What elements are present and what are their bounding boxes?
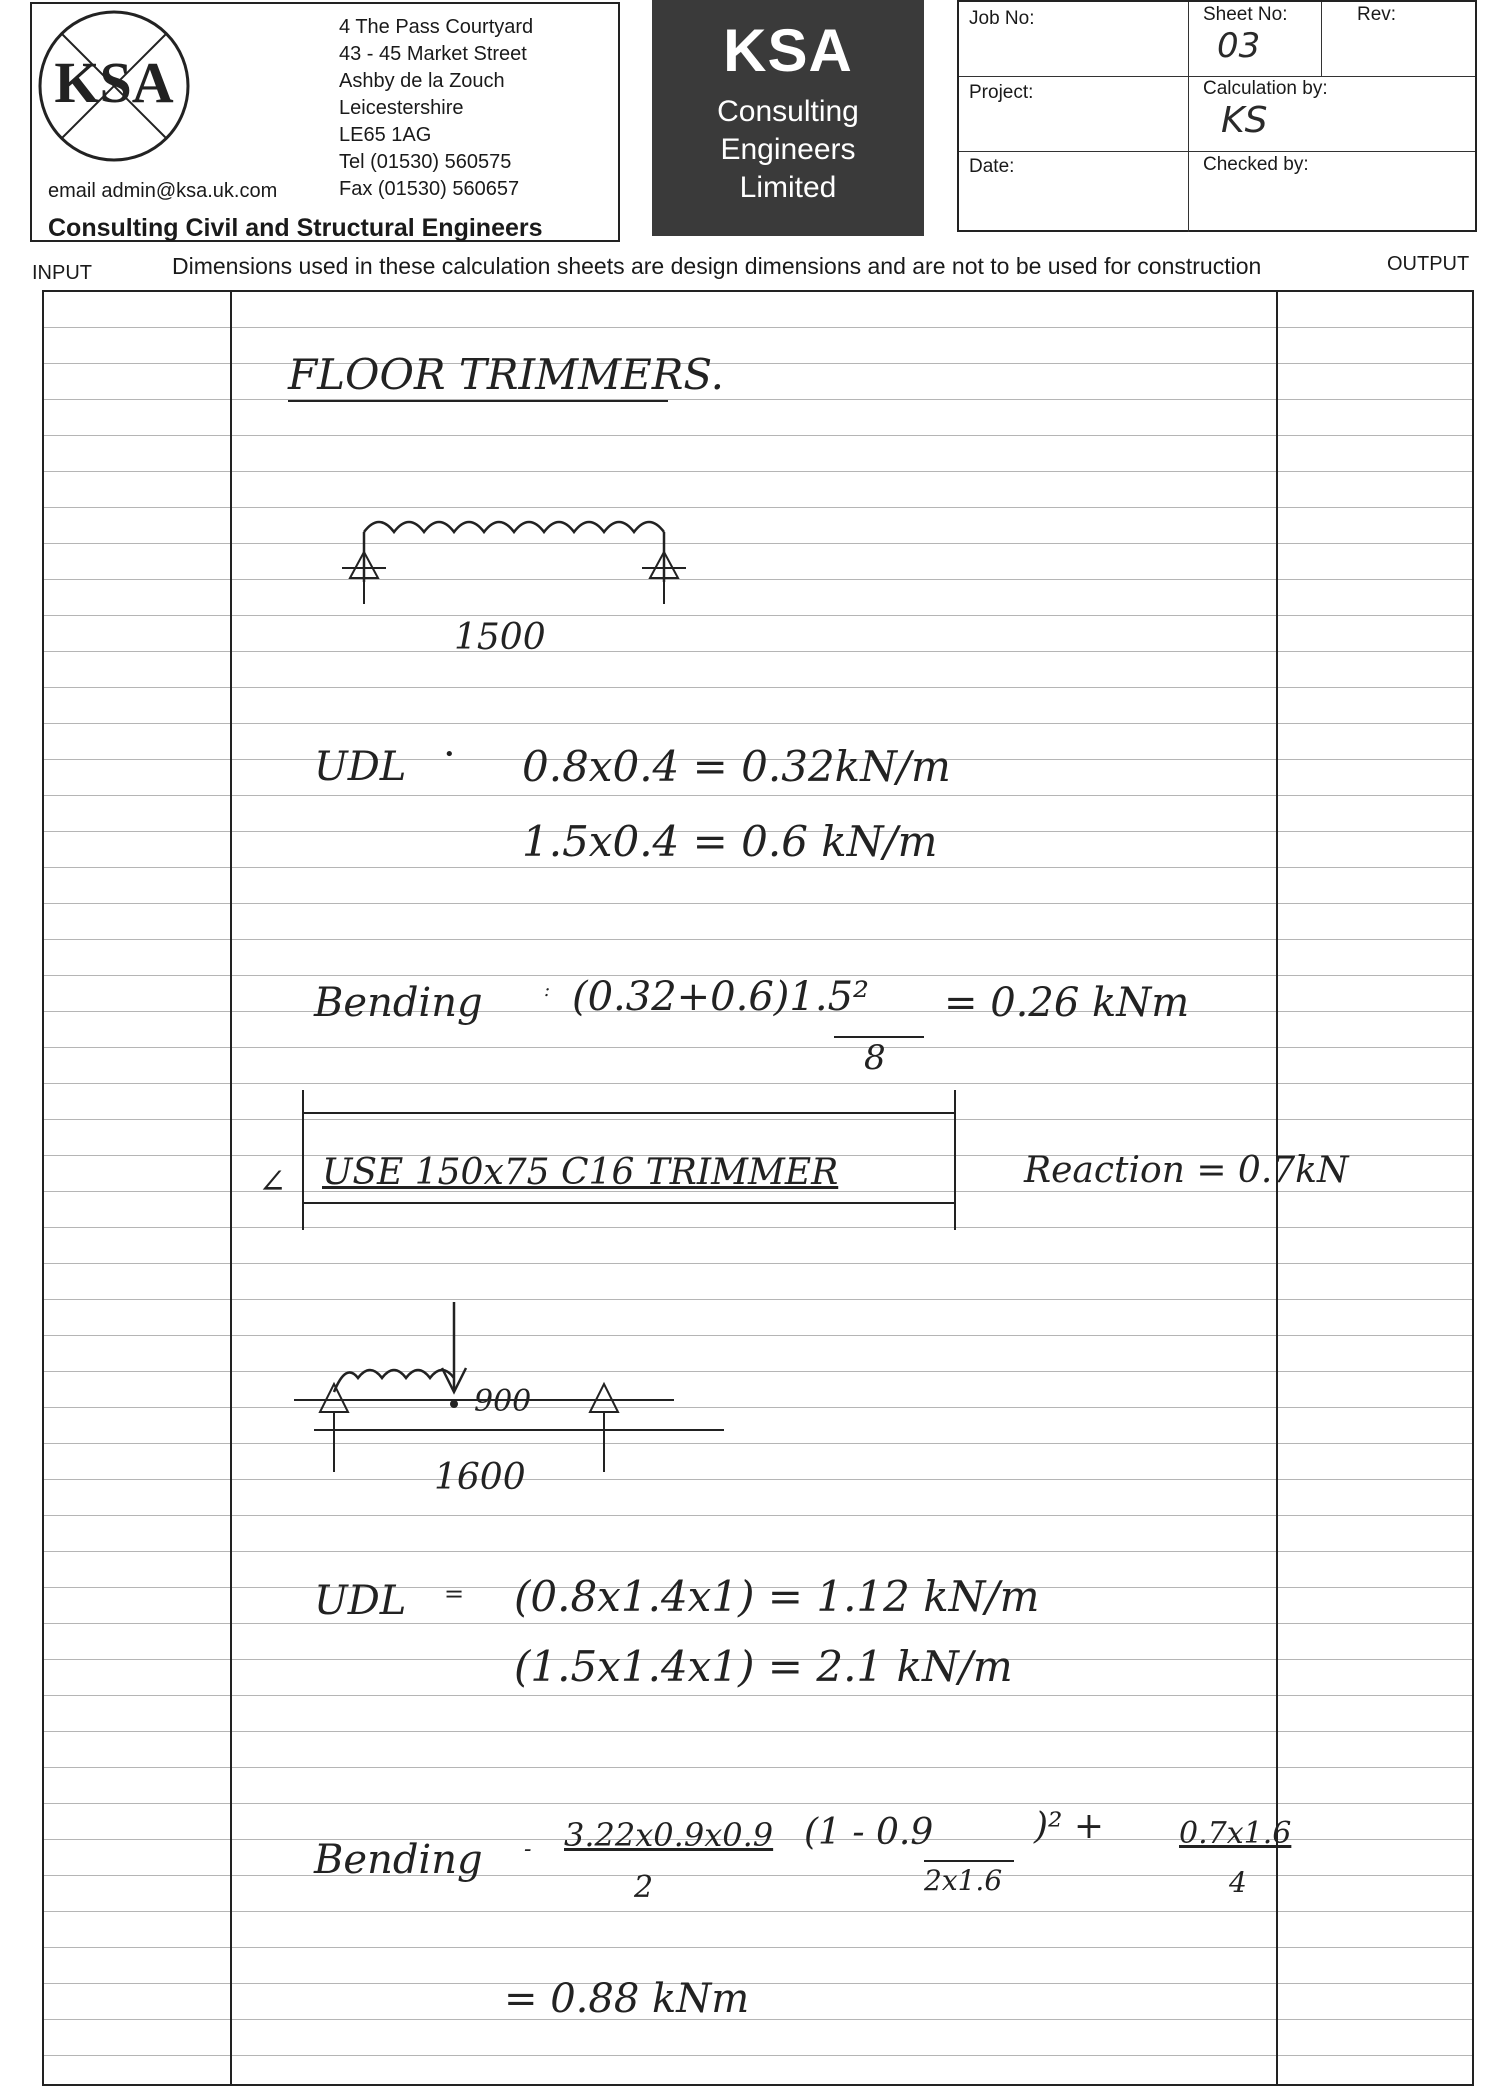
calculation-by-label: Calculation by: xyxy=(1203,78,1328,99)
sheet-no-value: 03 xyxy=(1217,26,1261,66)
bending-label: Bending xyxy=(314,980,483,1026)
calc-title: FLOOR TRIMMERS. xyxy=(288,350,725,399)
rev-label: Rev: xyxy=(1357,4,1397,25)
bending-expression: (0.32+0.6)1.5² xyxy=(572,974,870,1020)
bracket-term: (1 - 0.9 xyxy=(804,1812,934,1853)
project-label: Project: xyxy=(969,82,1034,103)
bracket-power: )² + xyxy=(1034,1806,1105,1847)
udl-label: UDL xyxy=(314,744,407,790)
second-term-numerator: 0.7x1.6 xyxy=(1179,1816,1292,1851)
date-label: Date: xyxy=(969,156,1015,177)
check-mark: ∠ xyxy=(258,1162,287,1202)
udl-calculation: (1.5x1.4x1) = 2.1 kN/m xyxy=(514,1642,1013,1691)
bending-result-2: = 0.88 kNm xyxy=(504,1976,750,2022)
calculation-sheet: FLOOR TRIMMERS. 1500 UDL • 0.8x0.4 = 0.32kN/m 1.5x0.4 = 0.6 kN/m Bending : (0.32+0.6)1.5² 8 = 0.26 kNm ∠ USE 150x75 C16 TRIMMER Reaction = 0.7kN 900 1600 UDL = (0.8x1.4x1) = 1.12 kN/m (1.5x1.4x1) = 2.1 kN/m Bending - 3.22x0.9x0.9 2 (1 - 0.9 2x1.6 )² + 0.7x1.6 4 = 0.88 kNm xyxy=(42,290,1474,2086)
bending-numerator: 3.22x0.9x0.9 xyxy=(564,1816,774,1854)
address-line: Leicestershire xyxy=(339,97,464,119)
udl-calculation: 1.5x0.4 = 0.6 kN/m xyxy=(522,817,938,866)
address-line: Ashby de la Zouch xyxy=(339,70,505,92)
udl-calculation: 0.8x0.4 = 0.32kN/m xyxy=(522,742,951,791)
telephone: Tel (01530) 560575 xyxy=(339,151,512,173)
brand-line: Limited xyxy=(739,171,837,204)
brand-name: KSA xyxy=(723,17,853,84)
disclaimer-text: Dimensions used in these calculation sheets are design dimensions and are not to be used for construction xyxy=(172,253,1262,279)
input-column-label: INPUT xyxy=(32,262,92,284)
span-dimension-2: 1600 xyxy=(434,1457,526,1498)
span-dimension: 1500 xyxy=(454,617,546,658)
load-position: 900 xyxy=(474,1384,532,1419)
logo-text: KSA xyxy=(54,50,174,115)
udl-label-2: UDL xyxy=(314,1578,407,1624)
sheet-no-label: Sheet No: xyxy=(1203,4,1288,25)
address-line: LE65 1AG xyxy=(339,124,432,146)
calculation-by-value: KS xyxy=(1221,100,1268,141)
fax-number: Fax (01530) 560657 xyxy=(339,178,520,200)
input-column-divider xyxy=(230,292,232,2084)
beam-diagram-point-load xyxy=(274,1292,814,1492)
second-term-denominator: 4 xyxy=(1229,1866,1247,1899)
bracket-denominator: 2x1.6 xyxy=(924,1864,1003,1897)
company-address-box xyxy=(30,2,620,242)
ksa-logo xyxy=(34,6,194,166)
member-selection: USE 150x75 C16 TRIMMER xyxy=(322,1152,839,1193)
address-line: 43 - 45 Market Street xyxy=(339,43,527,65)
job-no-label: Job No: xyxy=(969,8,1035,29)
reaction-result: Reaction = 0.7kN xyxy=(1024,1150,1349,1191)
bending-label-2: Bending xyxy=(314,1837,483,1883)
output-column-label: OUTPUT xyxy=(1387,253,1470,275)
bending-result: = 0.26 kNm xyxy=(944,980,1190,1026)
company-tagline: Consulting Civil and Structural Engineers xyxy=(48,214,543,242)
brand-line: Engineers xyxy=(720,133,856,166)
address-block xyxy=(339,14,533,176)
udl-calculation: (0.8x1.4x1) = 1.12 kN/m xyxy=(514,1572,1040,1621)
email-address: email admin@ksa.uk.com xyxy=(48,180,278,202)
brand-line: Consulting xyxy=(717,95,859,128)
bending-denominator: 8 xyxy=(864,1038,886,1078)
checked-by-label: Checked by: xyxy=(1203,154,1309,175)
sheet-info-table xyxy=(957,0,1477,232)
bending-denominator-2: 2 xyxy=(634,1870,654,1905)
address-line: 4 The Pass Courtyard xyxy=(339,16,534,38)
company-brand-box xyxy=(652,0,924,236)
